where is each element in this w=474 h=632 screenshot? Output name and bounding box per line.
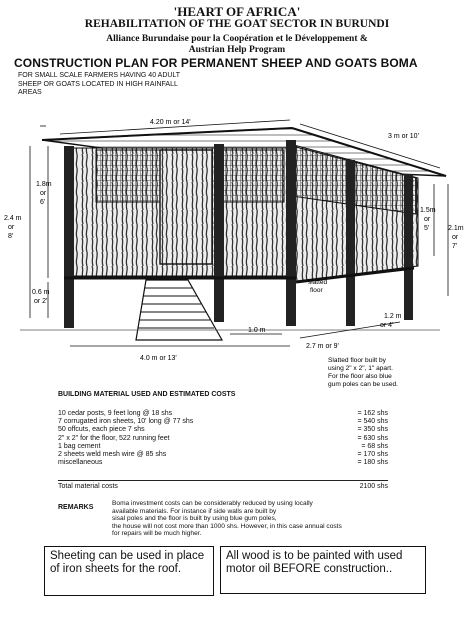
dim-left-total-ft: 8' xyxy=(8,233,14,240)
material-cost: = 540 shs xyxy=(357,418,388,426)
plan-subtitle-line3: AREAS xyxy=(18,89,42,96)
post-side-back xyxy=(404,174,413,320)
material-row xyxy=(58,459,388,467)
material-cost: = 630 shs xyxy=(357,434,388,442)
dim-left-lower-ft: or 2' xyxy=(34,298,48,305)
material-row xyxy=(58,443,388,451)
material-row xyxy=(58,410,388,418)
floor-note-line2: using 2" x 2", 1" apart. xyxy=(328,365,393,372)
dim-left-upper-ft: 6' xyxy=(40,199,46,206)
material-row xyxy=(58,426,388,434)
post-front-left xyxy=(64,146,74,328)
material-name: 2 sheets weld mesh wire @ 85 shs xyxy=(58,451,167,459)
dim-bottom-width: 4.0 m or 13' xyxy=(140,355,177,362)
dim-top-width: 4.20 m or 14' xyxy=(150,119,191,126)
dim-left-lower: 0.6 m xyxy=(32,289,50,296)
label-slatted: slatted xyxy=(308,279,328,286)
floor-note-line4: gum poles can be used. xyxy=(328,381,399,388)
remarks-text xyxy=(112,500,422,538)
dim-right-small-ft: or 4' xyxy=(380,322,394,329)
dim-right-upper-or: or xyxy=(424,216,431,223)
post-front-right xyxy=(286,140,296,326)
front-mesh-left xyxy=(96,150,160,202)
plan-subtitle-line1: FOR SMALL SCALE FARMERS HAVING 40 ADULT xyxy=(18,72,181,79)
dim-left-total: 2.4 m xyxy=(4,215,22,222)
dim-right-total-or: or xyxy=(452,234,459,241)
header-partner-line1: Alliance Burundaise pour la Coopération et le Développement & xyxy=(106,34,368,44)
remarks-label: REMARKS xyxy=(58,504,94,511)
materials-list xyxy=(58,410,388,467)
dim-right-total-ft: 7' xyxy=(452,243,458,250)
dim-small: 1.0 m xyxy=(248,327,266,334)
materials-title: BUILDING MATERIAL USED AND ESTIMATED COSTS xyxy=(58,391,236,398)
material-name: 1 bag cement xyxy=(58,442,101,450)
door xyxy=(160,150,212,264)
material-name: 50 offcuts, each piece 7 shs xyxy=(58,426,145,434)
header-title-line2: REHABILITATION OF THE GOAT SECTOR IN BURUNDI xyxy=(84,18,390,30)
floor-note-line1: Slatted floor built by xyxy=(328,357,386,364)
material-cost: = 170 shs xyxy=(357,451,388,459)
remarks-line4: the house will not cost more than 1000 shs. However, in this case annual costs xyxy=(112,522,342,530)
remarks-line5: for repairs will be much higher. xyxy=(112,530,202,538)
label-floor: floor xyxy=(310,287,323,294)
dim-left-upper: 1.8m xyxy=(36,181,52,188)
material-name: 2" x 2" for the floor, 522 running feet xyxy=(58,434,170,442)
floor-note-line3: For the floor also blue xyxy=(328,373,392,380)
material-name: 10 cedar posts, 9 feet long @ 18 shs xyxy=(58,410,173,417)
material-name: 7 corrugated iron sheets, 10' long @ 77 shs xyxy=(58,418,194,426)
front-mesh-right xyxy=(222,150,284,202)
dim-top-depth: 3 m or 10' xyxy=(388,133,419,140)
material-cost: = 180 shs xyxy=(357,459,388,467)
material-name: miscellaneous xyxy=(58,459,103,467)
post-front-mid xyxy=(214,144,224,322)
sheeting-note: Sheeting can be used in place of iron sheets for the roof. xyxy=(44,546,214,596)
dim-right-upper: 1.5m xyxy=(420,207,436,214)
remarks-line3: sisal poles and the floor is built by using blue gum poles, xyxy=(112,515,277,523)
material-row xyxy=(58,418,388,426)
material-cost: = 162 shs xyxy=(357,410,388,417)
total-value: 2100 shs xyxy=(359,483,388,490)
dim-right-total: 2.1m xyxy=(448,225,464,232)
ramp xyxy=(136,280,222,340)
header-partner-line2: Austrian Help Program xyxy=(188,45,286,55)
material-cost: = 68 shs xyxy=(361,442,388,450)
plan-subtitle-line2: SHEEP OR GOATS LOCATED IN HIGH RAINFALL xyxy=(18,80,178,88)
material-row xyxy=(58,451,388,459)
dim-bottom-depth: 2.7 m or 9' xyxy=(306,343,339,350)
material-row xyxy=(58,435,388,443)
remarks-line2: available materials. For instance if side walls are built by xyxy=(112,507,277,515)
total-label: Total material costs xyxy=(58,483,118,490)
dim-left-total-or: or xyxy=(8,224,15,231)
header-title-line1: 'HEART OF AFRICA' xyxy=(173,4,301,19)
post-side-mid xyxy=(346,160,355,326)
paint-note: All wood is to be painted with used motor oil BEFORE construction.. xyxy=(220,546,426,594)
dim-right-upper-ft: 5' xyxy=(424,225,430,232)
dim-right-small: 1.2 m xyxy=(384,313,402,320)
dim-left-upper-or: or xyxy=(40,190,47,197)
remarks-line1: Boma investment costs can be considerably reduced by using locally xyxy=(112,500,313,507)
materials-total xyxy=(58,480,388,490)
material-cost: = 350 shs xyxy=(357,426,388,434)
plan-title: CONSTRUCTION PLAN FOR PERMANENT SHEEP AND GOATS BOMA xyxy=(14,56,418,70)
